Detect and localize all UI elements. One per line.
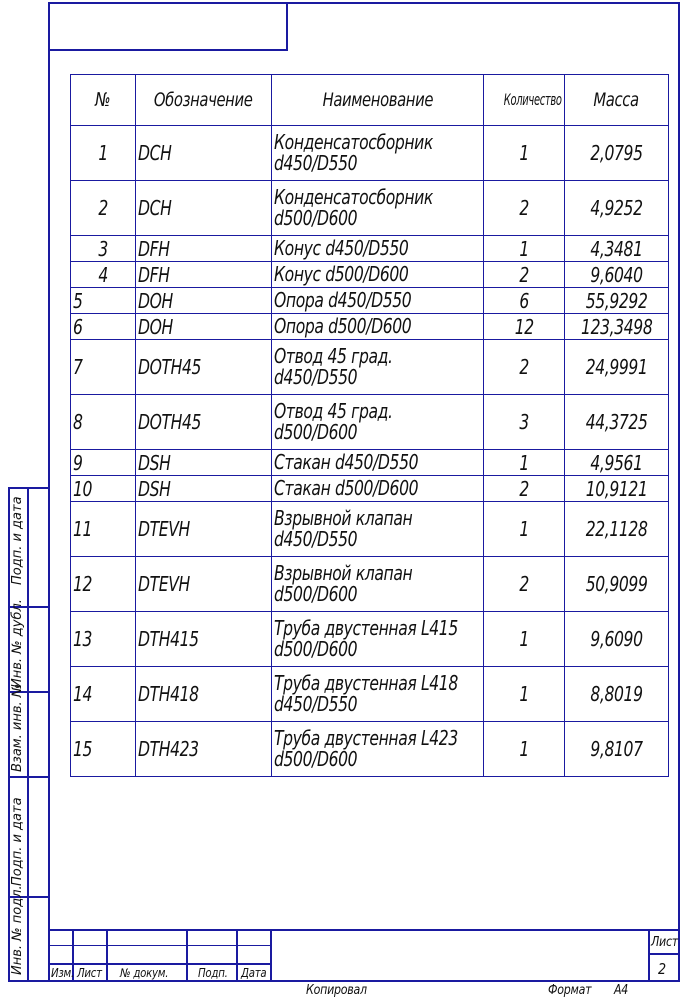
row-quantity: 1 (484, 450, 565, 476)
title-col-signature: Подп. (198, 966, 228, 980)
header-name: Наименование (272, 75, 484, 126)
table-header-row (71, 75, 669, 126)
row-quantity: 2 (484, 181, 565, 236)
title-col-doc-number: № докум. (120, 966, 169, 980)
row-quantity: 1 (484, 502, 565, 557)
row-mass: 8,8019 (565, 667, 669, 722)
row-number: 9 (71, 450, 136, 476)
row-name: Взрывной клапан d450/D550 (272, 502, 484, 557)
row-mass: 22,1128 (565, 502, 669, 557)
table-row (71, 476, 669, 502)
side-label-replace-inv: Взам. инв. № (10, 683, 25, 772)
table-row (71, 395, 669, 450)
row-quantity: 1 (484, 236, 565, 262)
row-number: 3 (71, 236, 136, 262)
row-designation: DTH415 (136, 612, 272, 667)
row-number: 11 (71, 502, 136, 557)
row-mass: 50,9099 (565, 557, 669, 612)
row-designation: DFH (136, 236, 272, 262)
row-designation: DOH (136, 288, 272, 314)
row-name: Конденсатосборник d450/D550 (272, 126, 484, 181)
row-designation: DSH (136, 450, 272, 476)
row-name: Труба двустенная L423 d500/D600 (272, 722, 484, 777)
row-name: Конденсатосборник d500/D600 (272, 181, 484, 236)
row-designation: DTH423 (136, 722, 272, 777)
row-quantity: 2 (484, 476, 565, 502)
table-row (71, 722, 669, 777)
table-row (71, 667, 669, 722)
footer-copied: Копировал (306, 983, 367, 998)
row-mass: 123,3498 (565, 314, 669, 340)
row-number: 8 (71, 395, 136, 450)
row-quantity: 2 (484, 340, 565, 395)
row-number: 5 (71, 288, 136, 314)
row-designation: DTH418 (136, 667, 272, 722)
row-mass: 9,6040 (565, 262, 669, 288)
row-number: 7 (71, 340, 136, 395)
table-row (71, 288, 669, 314)
specification-table (70, 74, 669, 777)
row-designation: DTEVH (136, 502, 272, 557)
row-quantity: 1 (484, 722, 565, 777)
row-name: Стакан d450/D550 (272, 450, 484, 476)
row-mass: 44,3725 (565, 395, 669, 450)
sheet-number: 2 (658, 960, 666, 978)
row-designation: DOTH45 (136, 395, 272, 450)
row-quantity: 2 (484, 557, 565, 612)
sheet-label: Лист (651, 935, 678, 950)
row-mass: 4,9561 (565, 450, 669, 476)
row-name: Взрывной клапан d500/D600 (272, 557, 484, 612)
side-label-orig-inv: Инв. № подл. (10, 885, 25, 975)
row-designation: DSH (136, 476, 272, 502)
row-mass: 24,9991 (565, 340, 669, 395)
title-col-date: Дата (241, 966, 267, 980)
row-quantity: 3 (484, 395, 565, 450)
row-mass: 55,9292 (565, 288, 669, 314)
row-name: Отвод 45 град. d450/D550 (272, 340, 484, 395)
row-mass: 4,3481 (565, 236, 669, 262)
header-designation: Обозначение (136, 75, 272, 126)
row-quantity: 12 (484, 314, 565, 340)
row-number: 14 (71, 667, 136, 722)
header-mass: Масса (565, 75, 669, 126)
header-number: № (71, 75, 136, 126)
row-name: Опора d500/D600 (272, 314, 484, 340)
row-designation: DFH (136, 262, 272, 288)
row-number: 1 (71, 126, 136, 181)
row-name: Опора d450/D550 (272, 288, 484, 314)
table-row (71, 314, 669, 340)
row-mass: 10,9121 (565, 476, 669, 502)
row-mass: 9,6090 (565, 612, 669, 667)
table-row (71, 340, 669, 395)
row-quantity: 2 (484, 262, 565, 288)
side-label-sign-date-1: Подп. и дата (10, 496, 25, 585)
side-label-sign-date-2: Подп. и дата (10, 797, 25, 886)
row-number: 15 (71, 722, 136, 777)
top-code-box (48, 2, 288, 51)
row-quantity: 1 (484, 126, 565, 181)
title-col-sheet: Лист (77, 966, 102, 980)
row-name: Конус d450/D550 (272, 236, 484, 262)
row-number: 6 (71, 314, 136, 340)
row-mass: 9,8107 (565, 722, 669, 777)
row-quantity: 1 (484, 612, 565, 667)
row-designation: DCH (136, 181, 272, 236)
row-designation: DOH (136, 314, 272, 340)
row-number: 13 (71, 612, 136, 667)
table-row (71, 450, 669, 476)
side-label-dup-inv: Инв. № дубл. (10, 599, 25, 688)
table-row (71, 181, 669, 236)
table-row (71, 557, 669, 612)
row-name: Стакан d500/D600 (272, 476, 484, 502)
footer-format-label: Формат (548, 983, 592, 998)
table-row (71, 236, 669, 262)
table-row (71, 502, 669, 557)
row-number: 10 (71, 476, 136, 502)
table-row (71, 612, 669, 667)
row-mass: 2,0795 (565, 126, 669, 181)
row-designation: DCH (136, 126, 272, 181)
row-name: Отвод 45 град. d500/D600 (272, 395, 484, 450)
row-designation: DOTH45 (136, 340, 272, 395)
title-block-top-line (48, 929, 680, 931)
row-number: 12 (71, 557, 136, 612)
row-number: 4 (71, 262, 136, 288)
row-mass: 4,9252 (565, 181, 669, 236)
row-number: 2 (71, 181, 136, 236)
row-name: Конус d500/D600 (272, 262, 484, 288)
footer-format-value: A4 (614, 983, 629, 998)
row-designation: DTEVH (136, 557, 272, 612)
row-name: Труба двустенная L415 d500/D600 (272, 612, 484, 667)
table-row (71, 262, 669, 288)
row-quantity: 6 (484, 288, 565, 314)
header-quantity: Количество (484, 75, 565, 126)
table-row (71, 126, 669, 181)
row-quantity: 1 (484, 667, 565, 722)
title-col-change: Изм. (51, 966, 74, 980)
row-name: Труба двустенная L418 d450/D550 (272, 667, 484, 722)
